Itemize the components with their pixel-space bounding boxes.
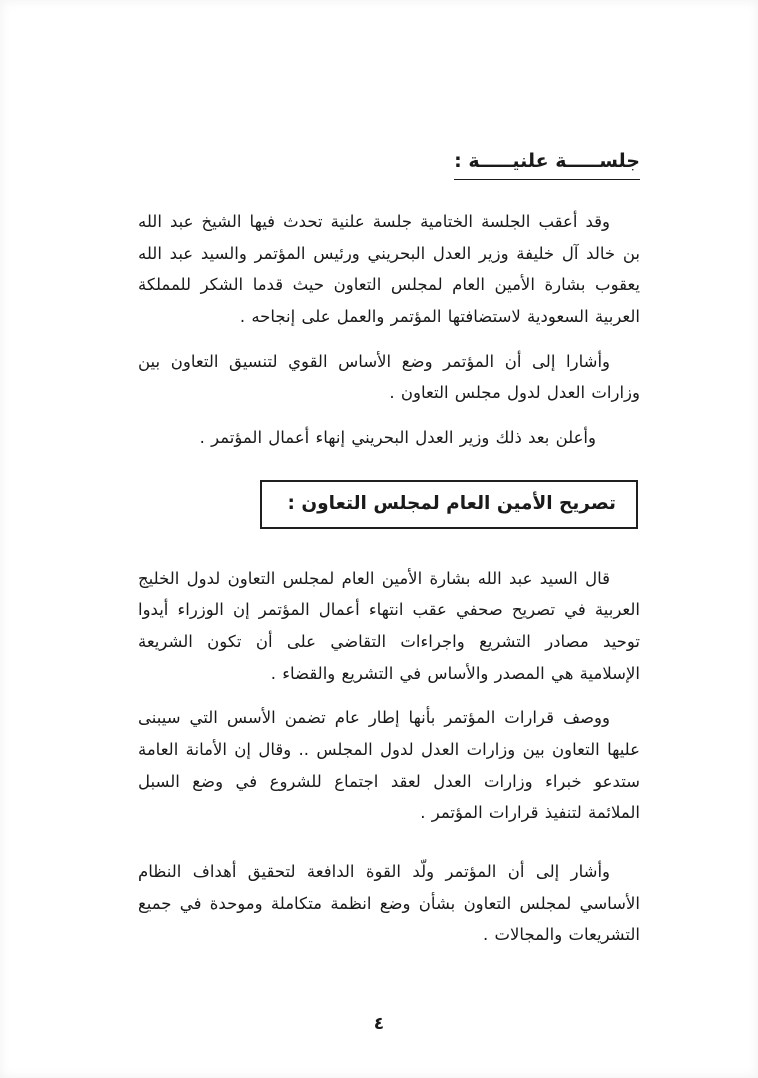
page-content [138,150,640,964]
session-heading: جلســـــة علنيـــــة : [454,150,640,180]
statement-paragraph-3: وأشار إلى أن المؤتمر ولّد القوة الدافعة لتحقيق أهداف النظام الأساسي لمجلس التعاون بشأن وضع انظمة متكاملة وموحدة في جميع التشريعات والمجالات . [138,862,640,945]
paragraph-spacer [138,842,640,856]
statement-heading-box [260,480,638,529]
statement-paragraph-2: ووصف قرارات المؤتمر بأنها إطار عام تضمن الأسس التي سيبنى عليها التعاون بين وزارات العدل لدول المجلس .. وقال إن الأمانة العامة ستدعو خبراء وزارات العدل لعقد اجتماع للشروع في وضع السبل الملائمة لتنفيذ قرارات المؤتمر . [138,708,640,823]
statement-heading: تصريح الأمين العام لمجلس التعاون : [287,492,616,514]
page-number: ٤ [373,1014,385,1034]
intro-paragraph-1: وقد أعقب الجلسة الختامية جلسة علنية تحدث فيها الشيخ عبد الله بن خالد آل خليفة وزير العدل البحريني ورئيس المؤتمر والسيد عبد الله يعقوب بشارة الأمين العام لمجلس التعاون حيث قدما الشكر للمملكة العربية السعودية لاستضافتها المؤتمر والعمل على إنجاحه . [138,212,640,327]
intro-paragraph-3: وأعلن بعد ذلك وزير العدل البحريني إنهاء أعمال المؤتمر . [199,428,596,448]
intro-paragraph-2: وأشارا إلى أن المؤتمر وضع الأساس القوي لتنسيق التعاون بين وزارات العدل لدول مجلس التعاون . [138,351,640,403]
statement-paragraph-1: قال السيد عبد الله بشارة الأمين العام لمجلس التعاون لدول الخليج العربية في تصريح صحفي عقب انتهاء أعمال المؤتمر إن الوزراء أيدوا توحيد مصادر التشريع واجراءات التقاضي على أن تكون الشريعة الإسلامية هي المصدر والأساس في التشريع والقضاء . [138,568,640,683]
